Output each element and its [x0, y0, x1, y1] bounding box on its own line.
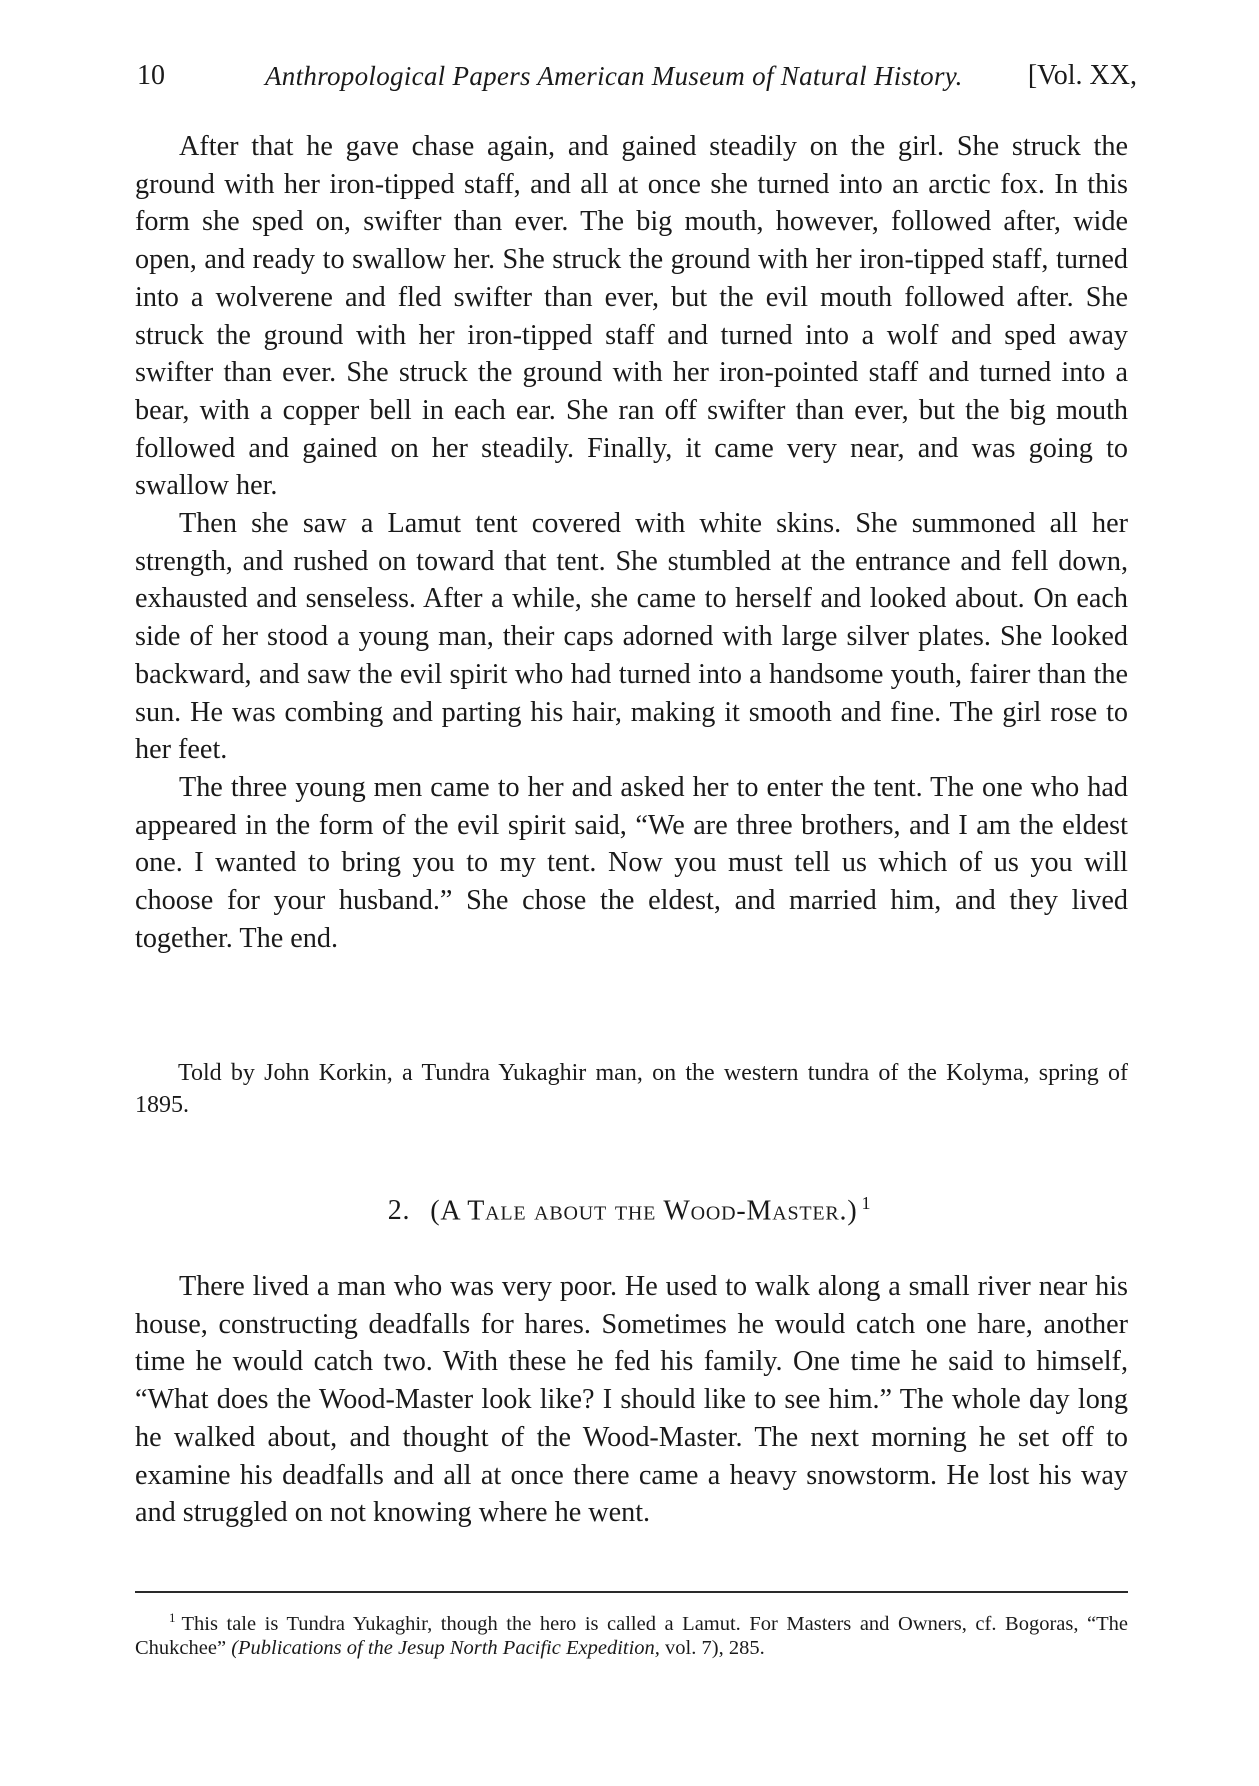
volume-label: [Vol. XX,: [1027, 60, 1137, 91]
section-number: 2.: [387, 1195, 411, 1227]
story-attribution: Told by John Korkin, a Tundra Yukaghir man, on the western tundra of the Kolyma, spring of 1895.: [135, 1060, 1128, 1118]
footnote-mark: 1: [169, 1610, 176, 1625]
story-paragraph-2: Then she saw a Lamut tent covered with white skins. She summoned all her strength, and rushed on toward that tent. She stumbled at the entrance and fell down, exhausted and senseless. After a while, she came to herself and looked about. On each side of her stood a young man, their caps adorned with large silver plates. She looked backward, and saw the evil spirit who had turned into a handsome youth, fairer than the sun. He was combing and parting his hair, making it smooth and fine. The girl rose to her feet.: [135, 508, 1128, 766]
section-heading: [0, 1185, 1259, 1229]
footnote-text-end: vol. 7), 285.: [665, 1636, 765, 1659]
footnote-reference: 1: [861, 1193, 872, 1213]
footnote-text: This tale is Tundra Yukaghir, though the hero is called a Lamut. For Masters and Owners, cf. Bogoras, “The Chukchee”: [135, 1612, 1128, 1659]
story-paragraph-3: The three young men came to her and asked her to enter the tent. The one who had appeared in the form of the evil spirit said, “We are three brothers, and I am the eldest one. I wanted to bring you to my tent. Now you must tell us which of us you will choose for your husband.” She chose the eldest, and married him, and they lived together. The end.: [135, 771, 1128, 954]
story-text: [135, 128, 1128, 957]
page-number: 10: [137, 60, 165, 91]
tale-paragraph-1: There lived a man who was very poor. He used to walk along a small river near his house, constructing deadfalls for hares. Sometimes he would catch one hare, another time he would catch two. With these he fed his family. One time he said to himself, “What does the Wood-Master look like? I should like to see him.” The whole day long he walked about, and thought of the Wood-Master. The next morning he set off to examine his deadfalls and all at once there came a heavy snowstorm. He lost his way and struggled on not knowing where he went.: [135, 1271, 1128, 1529]
journal-title: Anthropological Papers American Museum of Natural History.: [265, 61, 963, 91]
footnote-citation: (Publications of the Jesup North Pacific Expedition,: [231, 1636, 660, 1659]
section-title: (A Tale about the Wood-Master.): [430, 1195, 858, 1227]
footnote: [135, 1606, 1128, 1660]
footnote-divider: [135, 1591, 1128, 1593]
tale-text: [135, 1268, 1128, 1532]
story-paragraph-1: After that he gave chase again, and gained steadily on the girl. She struck the ground with her iron-tipped staff, and all at once she turned into an arctic fox. In this form she sped on, swifter than ever. The big mouth, however, followed after, wide open, and ready to swallow her. She struck the ground with her iron-tipped staff, turned into a wolverene and fled swifter than ever, but the evil mouth followed after. She struck the ground with her iron-tipped staff and turned into a wolf and sped away swifter than ever. She struck the ground with her iron-pointed staff and turned into a bear, with a copper bell in each ear. She ran off swifter than ever, but the big mouth followed and gained on her steadily. Finally, it came very near, and was going to swallow her.: [135, 131, 1128, 502]
running-header: [137, 56, 1137, 96]
